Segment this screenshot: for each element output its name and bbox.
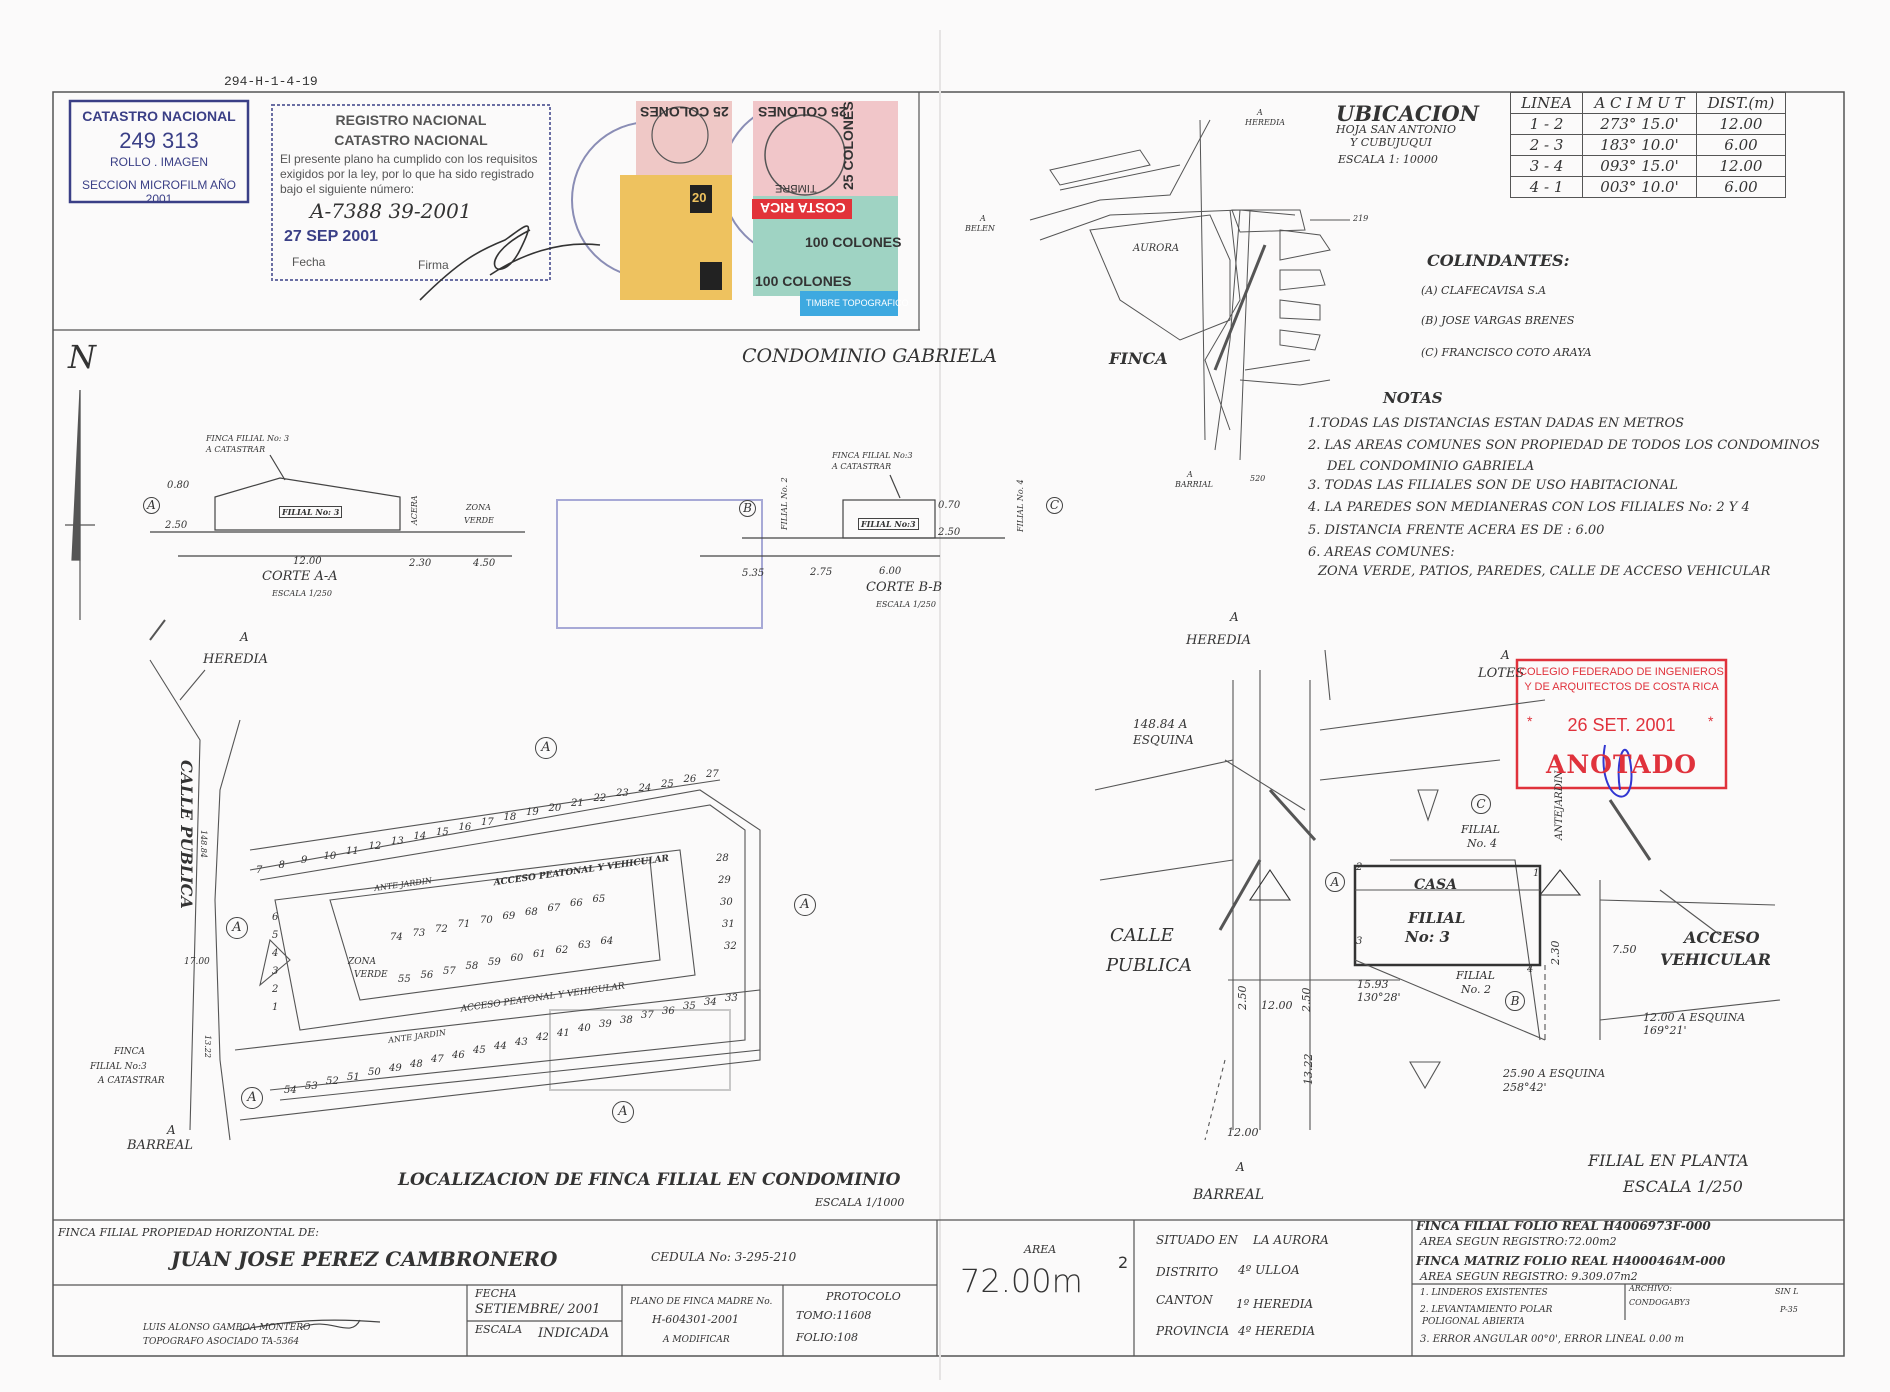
catastro-seccion: SECCION MICROFILM AÑO 2001 [81, 178, 236, 206]
lot-number: 28 [716, 853, 729, 864]
planta-v2: 2 [1356, 862, 1363, 873]
planta-barreal-a: A [1236, 1160, 1245, 1174]
lot-number: 44 [494, 1041, 507, 1052]
loc-circle-a-5: A [612, 1101, 634, 1123]
registro-fecha-label: Fecha [292, 255, 326, 269]
tb-n3: 3. ERROR ANGULAR 00°0', ERROR LINEAL 0.00 m [1420, 1334, 1685, 1345]
loc-zona: ZONA [348, 957, 377, 967]
lot-number: 8 [278, 860, 285, 872]
table-row [1511, 156, 1786, 177]
lot-number: 67 [547, 902, 561, 914]
tb-fecha: SETIEMBRE/ 2001 [475, 1302, 601, 1317]
loc-finca2: FILIAL No:3 [90, 1062, 147, 1072]
tb-situado: LA AURORA [1253, 1233, 1329, 1247]
map-belen: BELEN [965, 224, 995, 233]
corte-bb-finca-2: A CATASTRAR [832, 462, 892, 471]
lot-number: 54 [284, 1085, 297, 1096]
planta-antejardin: ANTEJARDIN [1554, 770, 1565, 840]
corte-bb-d3: 6.00 [879, 566, 902, 577]
lot-number: 3 [272, 966, 279, 977]
stamp-25-a: 25 COLONES [640, 104, 729, 120]
corte-aa-filial: FILIAL No: 3 [279, 506, 342, 518]
planta-filial4: FILIAL [1461, 823, 1500, 836]
map-219: 219 [1353, 214, 1369, 223]
colindante-b: (B) JOSE VARGAS BRENES [1421, 314, 1575, 327]
tb-canton-label: CANTON [1156, 1293, 1213, 1307]
site-plan [150, 620, 760, 1140]
corte-bb-d2: 2.75 [810, 567, 833, 578]
lot-number: 38 [620, 1014, 633, 1026]
corte-aa-verde: VERDE [464, 516, 494, 525]
map-barrial: BARRIAL [1175, 480, 1213, 489]
planta-lotes-a: A [1501, 648, 1510, 662]
colindantes-title: COLINDANTES: [1427, 251, 1570, 270]
lot-number: 22 [593, 793, 607, 804]
colegio-star-left: * [1527, 713, 1533, 729]
lot-number: 40 [578, 1023, 591, 1035]
registro-firma-label: Firma [418, 258, 449, 272]
lot-number: 41 [557, 1027, 570, 1039]
colegio-line1: COLEGIO FEDERADO DE INGENIEROS [1519, 666, 1724, 678]
map-finca: FINCA [1109, 349, 1168, 368]
loc-barreal-a: A [167, 1123, 176, 1137]
tb-distrito-label: DISTRITO [1156, 1265, 1219, 1279]
planta-filial2: FILIAL [1456, 969, 1495, 982]
tb-folio: FOLIO:108 [796, 1331, 859, 1344]
nota-6: 6. AREAS COMUNES: [1308, 545, 1455, 560]
table-row [1511, 135, 1786, 156]
corte-bb-filial2: FILIAL No. 2 [780, 477, 789, 530]
lot-number: 12 [368, 841, 382, 852]
planta-filial4-no: No. 4 [1467, 837, 1498, 850]
tb-protocolo: PROTOCOLO [826, 1290, 901, 1303]
corte-bb-d1: 5.35 [742, 568, 765, 579]
lineas-table [1510, 92, 1786, 198]
tb-plano-mod: A MODIFICAR [663, 1335, 730, 1345]
loc-title: LOCALIZACION DE FINCA FILIAL EN CONDOMINIO [398, 1170, 901, 1190]
stamp-timbre: TIMBRE [775, 182, 817, 194]
catastro-number: 249 313 [119, 128, 199, 153]
location-map [1030, 120, 1350, 460]
cell: 4 - 1 [1511, 177, 1583, 198]
stamp-100-a: 100 COLONES [805, 234, 902, 250]
tb-p35: P-35 [1780, 1305, 1798, 1314]
lot-number: 45 [473, 1045, 486, 1057]
tb-archivo-label: ARCHIVO: [1629, 1284, 1672, 1293]
corte-bb-title: CORTE B-B [866, 580, 943, 595]
planta-acceso2: VEHICULAR [1660, 950, 1771, 969]
loc-acceso2: ACCESO PEATONAL Y VEHICULAR [460, 981, 626, 1015]
corte-aa-finca-1: FINCA FILIAL No: 3 [206, 434, 290, 443]
planta-esq1a: 148.84 A [1133, 717, 1188, 731]
lot-number: 58 [465, 961, 479, 973]
planta-d1322: 13.22 [1302, 1053, 1315, 1085]
lot-number: 16 [458, 821, 472, 833]
tb-cedula: CEDULA No: 3-295-210 [651, 1250, 797, 1264]
tb-area-reg1: AREA SEGUN REGISTRO:72.00m2 [1420, 1235, 1617, 1248]
lot-number: 7 [256, 865, 263, 876]
planta-heredia-a: A [1230, 610, 1239, 624]
map-heredia-a: A [1257, 108, 1263, 117]
lot-number: 62 [555, 944, 569, 956]
tb-area: 72.00m [960, 1262, 1083, 1300]
tb-escala-label: ESCALA [475, 1323, 523, 1336]
lot-number: 51 [347, 1071, 360, 1083]
planta-esq2b: 169°21' [1643, 1024, 1687, 1037]
planta-esq1b: ESQUINA [1133, 733, 1194, 747]
cell: 093° 15.0' [1583, 156, 1697, 177]
registro-body: El presente plano ha cumplido con los requisitos exigidos por la ley, por lo que ha sido registrado bajo el siguiente número: [280, 152, 538, 196]
loc-circle-a-2: A [794, 894, 816, 916]
loc-circle-a-1: A [535, 737, 557, 759]
planta-d750: 7.50 [1612, 943, 1637, 956]
lineas-header-row [1511, 93, 1786, 114]
stamp-25-b: 25 COLONES [758, 104, 847, 120]
lot-number: 52 [326, 1076, 339, 1088]
nota-5: 5. DISTANCIA FRENTE ACERA ES DE : 6.00 [1308, 523, 1605, 538]
loc-verde: VERDE [354, 970, 388, 980]
ubicacion-sub2: Y CUBUJUQUI [1350, 136, 1432, 149]
lot-number: 60 [510, 953, 524, 964]
lot-number: 66 [570, 898, 583, 910]
corte-bb-filial: FILIAL No:3 [858, 518, 919, 530]
faded-stamp-2 [550, 1010, 730, 1090]
loc-acceso1: ACCESO PEATONAL Y VEHICULAR [493, 853, 670, 889]
corte-bb-filial4: FILIAL No. 4 [1016, 479, 1025, 532]
table-row [1511, 114, 1786, 135]
cell: 12.00 [1696, 114, 1785, 135]
loc-finca3: A CATASTRAR [98, 1076, 165, 1086]
cell: 183° 10.0' [1583, 135, 1697, 156]
colindante-letter: C [1425, 346, 1434, 359]
colindante-letter: A [1425, 284, 1434, 297]
lot-number: 59 [488, 957, 501, 969]
planta-filial2-no: No. 2 [1461, 983, 1492, 996]
lot-number: 2 [272, 984, 279, 995]
map-aurora: AURORA [1133, 243, 1180, 254]
tb-topo1: LUIS ALONSO GAMBOA MONTERO [143, 1323, 311, 1333]
planta-d230: 2.30 [1549, 940, 1562, 965]
planta-calle1: CALLE [1110, 925, 1174, 946]
tb-folio-matriz: FINCA MATRIZ FOLIO REAL H4000464M-000 [1416, 1254, 1726, 1268]
lot-number: 70 [480, 915, 493, 927]
colindante-name: JOSE VARGAS BRENES [1441, 314, 1575, 327]
lot-number: 11 [346, 845, 359, 857]
lot-number: 19 [526, 807, 539, 819]
lot-number: 57 [443, 965, 456, 977]
colindante-a: (A) CLAFECAVISA S.A [1421, 284, 1547, 297]
planta-esq3b: 258°42' [1503, 1081, 1547, 1094]
planta-d250a: 2.50 [1236, 985, 1249, 1010]
lot-number: 37 [641, 1010, 654, 1022]
catastro-rollo: ROLLO . IMAGEN [109, 155, 209, 169]
corte-aa-acera: ACERA [410, 495, 419, 525]
nota-6b: ZONA VERDE, PATIOS, PAREDES, CALLE DE ACCESO VEHICULAR [1318, 564, 1771, 579]
lot-number: 53 [305, 1080, 318, 1092]
lot-number: 26 [683, 773, 697, 785]
lot-number: 13 [391, 836, 404, 848]
tb-distrito: 4º ULLOA [1238, 1263, 1300, 1277]
planta-d1200: 12.00 [1261, 999, 1293, 1012]
tb-area-sup: 2 [1118, 1253, 1129, 1272]
loc-barreal: BARREAL [127, 1138, 194, 1153]
tb-owner-label: FINCA FILIAL PROPIEDAD HORIZONTAL DE: [58, 1226, 319, 1239]
lot-number: 65 [592, 894, 606, 906]
tb-n1: 1. LINDEROS EXISTENTES [1420, 1288, 1548, 1298]
colegio-date: 26 SET. 2001 [1567, 715, 1676, 735]
cell: 3 - 4 [1511, 156, 1583, 177]
tb-plano-label: PLANO DE FINCA MADRE No. [630, 1297, 773, 1307]
condominio-title: CONDOMINIO GABRIELA [742, 345, 998, 367]
tb-provincia-label: PROVINCIA [1156, 1324, 1230, 1338]
lot-number: 25 [661, 778, 674, 790]
cell: 6.00 [1696, 177, 1785, 198]
corte-aa-d3: 4.50 [473, 558, 496, 569]
nota-2: 2. LAS AREAS COMUNES SON PROPIEDAD DE TODOS LOS CONDOMINOS [1308, 438, 1820, 453]
registro-date: 27 SEP 2001 [284, 228, 379, 245]
lot-number: 64 [600, 936, 614, 948]
planta-filial: FILIAL [1408, 909, 1466, 927]
planta-heredia: HEREDIA [1186, 633, 1252, 648]
tb-escala: INDICADA [538, 1326, 610, 1341]
lot-number: 55 [398, 974, 411, 985]
lot-number: 50 [368, 1067, 381, 1079]
lot-number: 32 [724, 941, 737, 952]
planta-scale: ESCALA 1/250 [1623, 1177, 1743, 1196]
lot-number: 4 [272, 948, 279, 959]
nota-2b: DEL CONDOMINIO GABRIELA [1327, 459, 1535, 474]
corte-aa-title: CORTE A-A [262, 569, 338, 584]
planta-circle-a: A [1325, 872, 1345, 892]
planta-v4: 4 [1527, 964, 1534, 975]
loc-circle-a-3: A [226, 917, 248, 939]
corte-bb-h1: 0.70 [938, 500, 961, 511]
planta-barreal: BARREAL [1193, 1187, 1265, 1203]
tb-area-label: AREA [1024, 1243, 1057, 1256]
loc-ante2: ANTE JARDIN [387, 1028, 447, 1045]
lot-number: 27 [706, 769, 719, 780]
tb-tomo: TOMO:11608 [796, 1309, 872, 1322]
cell: 6.00 [1696, 135, 1785, 156]
corte-aa-finca-2: A CATASTRAR [206, 445, 266, 454]
nota-3: 3. TODAS LAS FILIALES SON DE USO HABITACIONAL [1308, 478, 1678, 493]
planta-esq2a: 12.00 A ESQUINA [1643, 1011, 1746, 1024]
lot-number: 47 [431, 1054, 444, 1066]
cell: 003° 10.0' [1583, 177, 1697, 198]
corte-bb-circle-b: B [739, 500, 756, 517]
faded-stamp [557, 500, 765, 628]
cell: 12.00 [1696, 156, 1785, 177]
planta-d1593: 15.93 [1357, 978, 1389, 991]
colegio-star-right: * [1708, 713, 1714, 729]
tb-plano: H-604301-2001 [652, 1313, 740, 1326]
corte-aa-d2: 2.30 [409, 558, 432, 569]
stamp-20: 20 [692, 190, 707, 205]
lot-number: 15 [436, 826, 449, 838]
stamp-100-b: 100 COLONES [755, 273, 852, 289]
lot-number: 69 [502, 911, 516, 922]
lot-number: 71 [457, 919, 471, 931]
tb-n2: 2. LEVANTAMIENTO POLAR [1420, 1305, 1553, 1315]
tb-fecha-label: FECHA [475, 1287, 517, 1300]
ubicacion-scale: ESCALA 1: 10000 [1338, 153, 1438, 166]
lot-number: 56 [420, 969, 434, 981]
lot-number: 43 [515, 1036, 528, 1048]
planta-lotes: LOTES [1478, 666, 1525, 681]
map-belen-a: A [980, 214, 986, 223]
corte-bb-circle-c: C [1046, 497, 1063, 514]
lot-number: 42 [536, 1032, 549, 1044]
lot-number: 48 [410, 1058, 423, 1070]
lot-number: 36 [662, 1005, 675, 1017]
lot-number: 1 [272, 1002, 279, 1013]
lineas-h-dist: DIST.(m) [1696, 93, 1785, 114]
lot-number: 18 [503, 812, 517, 824]
planta-v1: 1 [1533, 868, 1540, 879]
planta-d1200b: 12.00 [1227, 1126, 1259, 1139]
map-heredia: HEREDIA [1245, 118, 1286, 127]
lot-number: 24 [638, 783, 652, 795]
map-520: 520 [1250, 474, 1266, 483]
corte-bb-finca-1: FINCA FILIAL No:3 [832, 451, 913, 460]
lot-number: 31 [722, 919, 735, 930]
tb-provincia: 4º HEREDIA [1238, 1324, 1316, 1338]
tb-sinl: SIN L [1775, 1287, 1799, 1296]
lot-number: 6 [272, 912, 279, 923]
planta-acceso1: ACCESO [1684, 928, 1760, 947]
lot-number: 14 [413, 831, 427, 843]
corte-aa-h2: 2.50 [165, 520, 188, 531]
north-label: N [68, 338, 96, 376]
lineas-h-linea: LINEA [1511, 93, 1583, 114]
tb-canton: 1º HEREDIA [1236, 1297, 1314, 1311]
corte-bb-scale: ESCALA 1/250 [876, 600, 936, 609]
lot-number: 39 [599, 1019, 612, 1030]
lot-number: 17 [481, 817, 494, 828]
lot-number: 61 [533, 948, 546, 960]
colindante-name: CLAFECAVISA S.A [1441, 284, 1547, 297]
lot-number: 21 [571, 797, 584, 809]
lot-number: 73 [412, 927, 426, 939]
tb-situado-label: SITUADO EN [1156, 1233, 1238, 1247]
stamp-costa-rica: COSTA RICA [760, 200, 846, 216]
planta-title: FILIAL EN PLANTA [1588, 1151, 1749, 1170]
planta-casa: CASA [1414, 877, 1457, 893]
planta-circle-c: C [1471, 794, 1491, 814]
colindante-c: (C) FRANCISCO COTO ARAYA [1421, 346, 1592, 359]
cell: 1 - 2 [1511, 114, 1583, 135]
planta-esq3a: 25.90 A ESQUINA [1503, 1067, 1606, 1080]
corte-bb-h2: 2.50 [938, 527, 961, 538]
registro-title1: REGISTRO NACIONAL [335, 112, 487, 128]
lot-number: 9 [301, 855, 308, 867]
registro-number: A-7388 39-2001 [310, 199, 472, 223]
tb-area-reg2: AREA SEGUN REGISTRO: 9.309.07m2 [1420, 1270, 1638, 1283]
planta-circle-b: B [1505, 991, 1525, 1011]
lot-number: 34 [704, 997, 717, 1008]
lot-number: 49 [389, 1063, 402, 1074]
planta-calle2: PUBLICA [1106, 955, 1193, 976]
loc-scale: ESCALA 1/1000 [815, 1196, 905, 1209]
corte-aa-d1: 12.00 [293, 556, 322, 567]
planta-filial-no: No: 3 [1405, 928, 1450, 946]
cell: 2 - 3 [1511, 135, 1583, 156]
lot-number: 33 [725, 992, 738, 1004]
lot-number: 30 [720, 897, 733, 908]
loc-dim3: 13.22 [203, 1035, 212, 1058]
loc-finca1: FINCA [114, 1047, 146, 1057]
corte-aa-scale: ESCALA 1/250 [272, 589, 332, 598]
colindante-name: FRANCISCO COTO ARAYA [1441, 346, 1592, 359]
nota-1: 1.TODAS LAS DISTANCIAS ESTAN DADAS EN METROS [1308, 416, 1685, 431]
colegio-anotado: ANOTADO [1545, 750, 1698, 779]
planta-d250b: 2.50 [1300, 987, 1313, 1012]
lot-number: 23 [616, 788, 629, 800]
catastro-title: CATASTRO NACIONAL [82, 108, 236, 124]
loc-ante1: ANTE JARDIN [373, 876, 433, 893]
tb-owner: JUAN JOSE PEREZ CAMBRONERO [171, 1247, 558, 1271]
tb-topo2: TOPOGRAFO ASOCIADO TA-5364 [143, 1337, 300, 1347]
notas-title: NOTAS [1383, 389, 1443, 407]
colegio-line2: Y DE ARQUITECTOS DE COSTA RICA [1524, 681, 1719, 693]
corte-aa-circle: A [143, 497, 160, 514]
loc-heredia: HEREDIA [203, 652, 269, 667]
loc-dim1: 148.84 [199, 830, 208, 858]
registro-title2: CATASTRO NACIONAL [334, 132, 488, 148]
north-arrow [65, 390, 95, 620]
tb-n2b: POLIGONAL ABIERTA [1422, 1317, 1525, 1327]
lot-number: 74 [390, 932, 403, 943]
loc-circle-a-4: A [241, 1087, 263, 1109]
stamp-timbre-topografico: TIMBRE TOPOGRAFICO [806, 298, 909, 308]
tb-archivo: CONDOGABY3 [1629, 1298, 1690, 1307]
table-row [1511, 177, 1786, 198]
loc-dim2: 17.00 [184, 957, 210, 967]
tb-folio-filial: FINCA FILIAL FOLIO REAL H4006973F-000 [1416, 1219, 1711, 1233]
cell: 273° 15.0' [1583, 114, 1697, 135]
corte-aa-zona: ZONA [466, 503, 491, 512]
lot-number: 10 [323, 850, 337, 862]
lot-number: 29 [718, 875, 731, 886]
lot-number: 72 [435, 923, 448, 935]
corte-aa-h1: 0.80 [167, 480, 190, 491]
lot-number: 20 [548, 802, 562, 814]
loc-calle: CALLE PUBLICA [177, 760, 196, 909]
lot-number: 5 [272, 930, 279, 941]
lot-number: 46 [452, 1049, 465, 1061]
planta-v3: 3 [1356, 936, 1363, 947]
lineas-h-acimut: A C I M U T [1583, 93, 1697, 114]
lot-number: 63 [578, 940, 591, 952]
loc-heredia-a: A [240, 630, 249, 644]
ubicacion-sub1: HOJA SAN ANTONIO [1336, 123, 1456, 136]
lot-number: 35 [683, 1001, 696, 1013]
nota-4: 4. LA PAREDES SON MEDIANERAS CON LOS FILIALES No: 2 Y 4 [1308, 500, 1750, 515]
colindante-letter: B [1425, 314, 1434, 327]
map-barrial-a: A [1187, 470, 1193, 479]
planta-d130: 130°28' [1357, 991, 1401, 1004]
ubicacion-title: UBICACION [1336, 101, 1479, 126]
lot-number: 68 [525, 906, 538, 918]
stamp-25-c: 25 COLONES [840, 101, 856, 190]
file-code: 294-H-1-4-19 [224, 74, 318, 89]
